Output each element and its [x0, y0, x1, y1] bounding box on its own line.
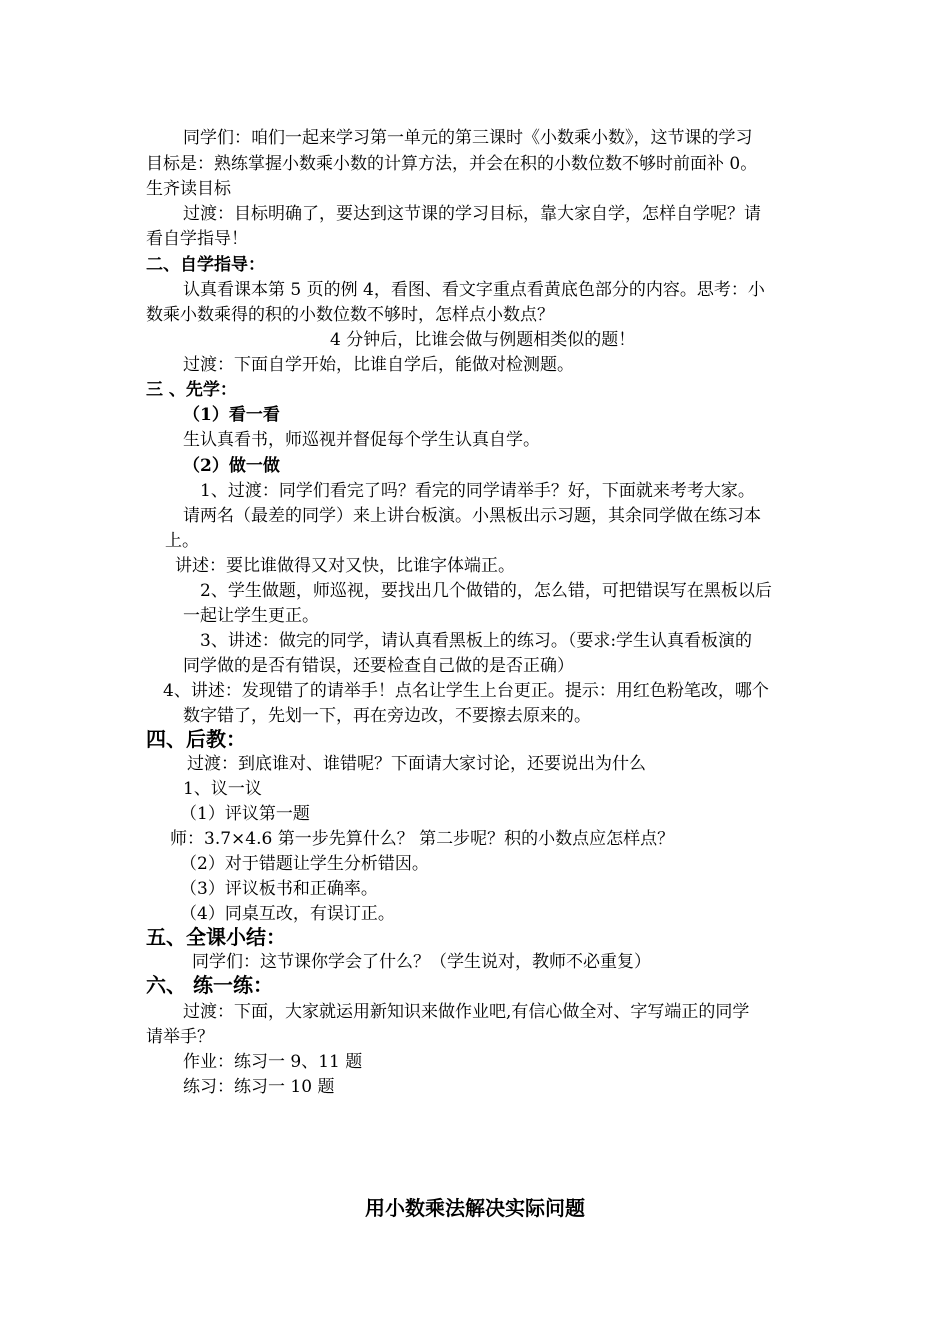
- section-line: 讲述：要比谁做得又对又快，比谁字体端正。: [175, 556, 515, 576]
- section-line: 同学们：这节课你学会了什么？（学生说对，教师不必重复）: [192, 952, 651, 972]
- section-line: 数字错了，先划一下，再在旁边改，不要擦去原来的。: [183, 706, 591, 726]
- section-line: （2）对于错题让学生分析错因。: [180, 854, 429, 874]
- section-line: 请举手？: [146, 1027, 214, 1047]
- section-line: 生认真看书，师巡视并督促每个学生认真自学。: [183, 430, 540, 450]
- intro-line: 同学们：咱们一起来学习第一单元的第三课时《小数乘小数》，这节课的学习: [183, 128, 753, 148]
- section-line: （4）同桌互改，有误订正。: [180, 904, 395, 924]
- subsection-heading: （1）看一看: [183, 405, 280, 425]
- section-line: 4、讲述：发现错了的请举手！点名让学生上台更正。提示：用红色粉笔改，哪个: [163, 681, 769, 701]
- section-line: （3）评议板书和正确率。: [180, 879, 378, 899]
- section-line: 过渡：下面自学开始，比谁自学后，能做对检测题。: [183, 355, 574, 375]
- section-line: 一起让学生更正。: [183, 606, 319, 626]
- intro-line: 目标是：熟练掌握小数乘小数的计算方法，并会在积的小数位数不够时前面补 0。: [146, 154, 758, 174]
- section-line: 3、讲述：做完的同学，请认真看黑板上的练习。（要求:学生认真看板演的: [200, 631, 753, 651]
- section-heading: 二、自学指导：: [146, 255, 265, 275]
- intro-line: 看自学指导！: [146, 229, 248, 249]
- section-line: 1、议一议: [183, 779, 262, 799]
- section-line: 数乘小数乘得的积的小数位数不够时，怎样点小数点？: [146, 305, 554, 325]
- section-heading: 六、 练一练：: [146, 973, 273, 997]
- next-lesson-title: 用小数乘法解决实际问题: [365, 1196, 585, 1220]
- intro-line: 生齐读目标: [146, 179, 231, 199]
- subsection-heading: （2）做一做: [183, 456, 280, 476]
- section-line: （1）评议第一题: [180, 804, 310, 824]
- section-line: 4 分钟后，比谁会做与例题相类似的题！: [330, 330, 636, 350]
- section-heading: 三 、先学：: [146, 380, 237, 400]
- intro-line: 过渡：目标明确了，要达到这节课的学习目标，靠大家自学，怎样自学呢？请: [183, 204, 761, 224]
- section-line: 作业：练习一 9、11 题: [183, 1052, 363, 1072]
- section-heading: 四、后教：: [146, 727, 246, 751]
- section-line: 1、过渡：同学们看完了吗？看完的同学请举手？好，下面就来考考大家。: [200, 481, 755, 501]
- section-line: 请两名（最差的同学）来上讲台板演。小黑板出示习题，其余同学做在练习本: [183, 506, 761, 526]
- section-line: 同学做的是否有错误，还要检查自己做的是否正确）: [183, 656, 574, 676]
- section-line: 练习：练习一 10 题: [183, 1077, 335, 1097]
- section-heading: 五、全课小结：: [146, 925, 286, 949]
- section-line: 上。: [165, 531, 199, 551]
- section-line: 2、学生做题，师巡视，要找出几个做错的，怎么错，可把错误写在黑板以后: [200, 581, 772, 601]
- section-line: 过渡：下面，大家就运用新知识来做作业吧,有信心做全对、字写端正的同学: [183, 1002, 750, 1022]
- section-line: 认真看课本第 5 页的例 4，看图、看文字重点看黄底色部分的内容。思考：小: [183, 280, 765, 300]
- section-line: 师：3.7×4.6 第一步先算什么？ 第二步呢？积的小数点应怎样点？: [170, 829, 675, 849]
- section-line: 过渡：到底谁对、谁错呢？下面请大家讨论，还要说出为什么: [187, 754, 646, 774]
